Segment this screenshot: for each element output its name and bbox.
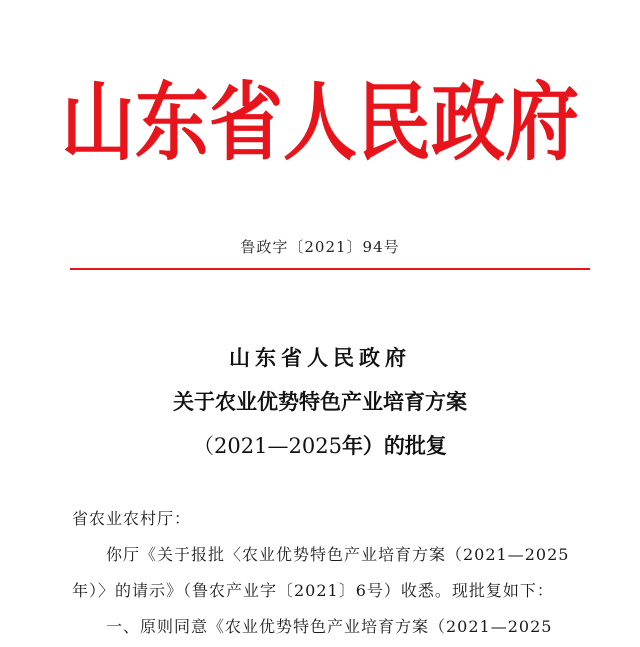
title-block [0,336,640,468]
masthead: 山东省人民政府 [61,73,579,173]
document-number: 鲁政字〔2021〕94号 [240,238,400,256]
title-line-1: 山东省人民政府 [229,345,411,370]
paragraph-2-line-1: 一、原则同意《农业优势特色产业培育方案（2021—2025 [106,617,553,636]
title-year-range: （2021—2025 [193,434,342,458]
body-text [72,501,592,645]
addressee: 省农业农村厅： [72,509,192,528]
red-divider [70,268,590,270]
paragraph-1-line-2: 年）〉的请示》（鲁农产业字〔2021〕6号）收悉。现批复如下： [72,581,554,600]
title-line-2: 关于农业优势特色产业培育方案 [173,389,467,414]
title-line-3-rest: 年）的批复 [341,433,447,458]
title-line-3 [0,424,640,468]
paragraph-1-line-1: 你厅《关于报批〈农业优势特色产业培育方案（2021—2025 [106,545,570,564]
